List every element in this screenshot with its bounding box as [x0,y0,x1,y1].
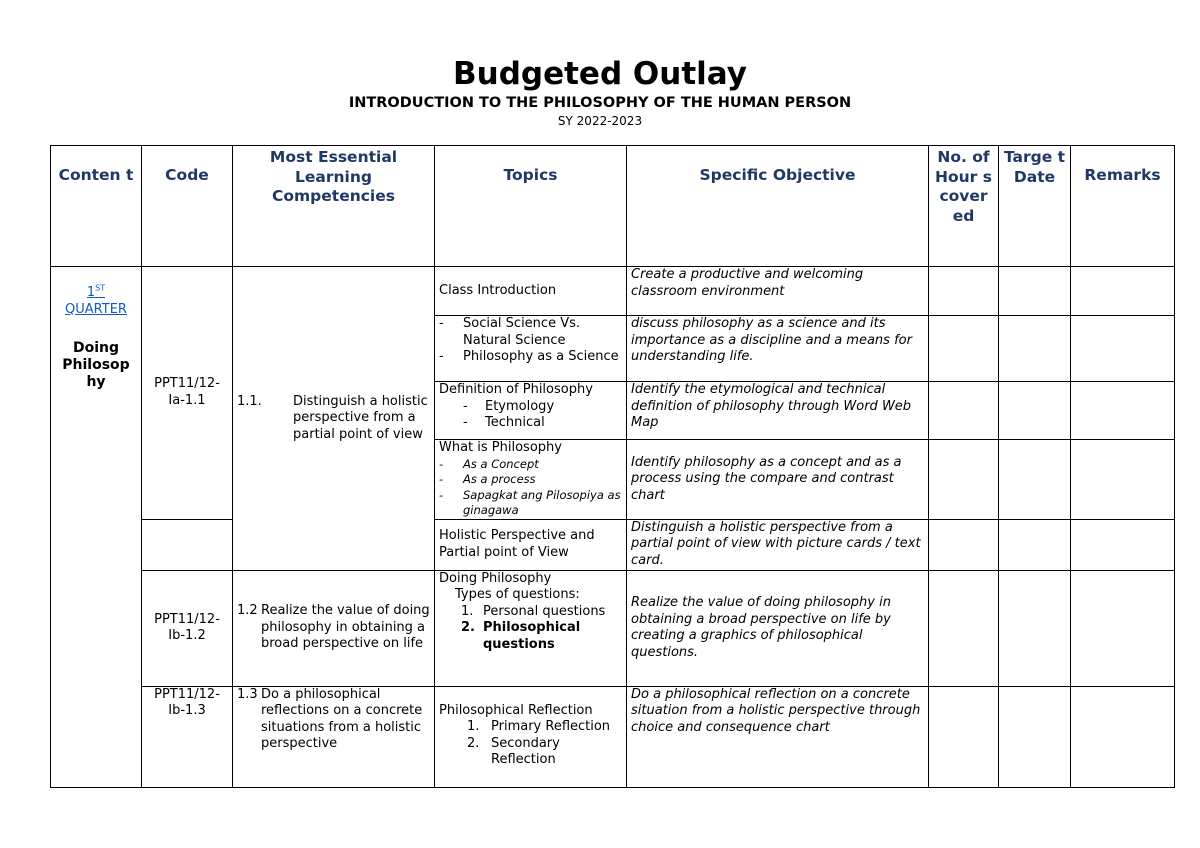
hours-cell [929,570,999,686]
hours-cell [929,267,999,316]
remarks-cell [1071,519,1175,570]
quarter-link[interactable]: 1ST QUARTER [65,284,127,317]
topic-item: - Sapagkat ang Pilosopiya as ginagawa [439,488,622,519]
table-row [51,686,1175,787]
topic-item: - Philosophy as a Science [439,349,622,366]
quarter-cell [51,267,142,788]
remarks-cell [1071,316,1175,382]
col-header-hours: No. of Hour s cover ed [929,146,999,267]
topic-item: 1. Primary Reflection [467,719,611,734]
remarks-cell [1071,267,1175,316]
topic-cell [435,382,627,440]
competency-cell: 1.1. Distinguish a holistic perspective from a partial point of view [233,267,435,571]
topic-cell: Holistic Perspective and Partial point of View [435,519,627,570]
hours-cell [929,440,999,520]
remarks-cell [1071,686,1175,787]
topic-cell [435,440,627,520]
topic-item: 1. Personal questions [461,603,606,619]
topic-item: 2. Secondary Reflection [467,735,560,767]
topic-title: Philosophical Reflection [439,702,593,718]
col-header-topics: Topics [435,146,627,267]
remarks-cell [1071,440,1175,520]
topic-item: - As a Concept [439,457,622,473]
table-row [51,519,1175,570]
code-cell: PPT11/12-Ib-1.2 [142,570,233,686]
topic-item: - Social Science Vs. Natural Science [439,316,622,349]
remarks-cell [1071,382,1175,440]
code-cell-empty [142,519,233,570]
target-date-cell [999,382,1071,440]
document-subtitle: INTRODUCTION TO THE PHILOSOPHY OF THE HUMAN PERSON [348,95,852,111]
document-title: Budgeted Outlay [453,56,747,92]
target-date-cell [999,267,1071,316]
target-date-cell [999,686,1071,787]
topic-item: - Technical [439,415,622,432]
col-header-target-date: Targe t Date [999,146,1071,267]
code-cell: PPT11/12-Ib-1.3 [142,686,233,787]
topic-item: - Etymology [439,399,622,416]
budgeted-outlay-table [50,145,1175,788]
school-year: SY 2022-2023 [557,114,643,128]
table-row [51,570,1175,686]
topic-title: What is Philosophy [439,440,562,455]
target-date-cell [999,440,1071,520]
target-date-cell [999,519,1071,570]
topic-class-introduction: Class Introduction [435,267,627,316]
col-header-objective: Specific Objective [627,146,929,267]
objective-cell: Identify philosophy as a concept and as a process using the compare and contrast chart [627,440,929,520]
col-header-remarks: Remarks [1071,146,1175,267]
topic-cell [435,570,627,686]
objective-cell: Do a philosophical reflection on a concrete situation from a holistic perspective through choice and consequence chart [627,686,929,787]
objective-cell: Identify the etymological and technical definition of philosophy through Word Web Map [627,382,929,440]
topic-cell [435,686,627,787]
topic-cell [435,316,627,382]
hours-cell [929,686,999,787]
code-cell: PPT11/12-Ia-1.1 [142,267,233,520]
objective-cell: discuss philosophy as a science and its importance as a discipline and a means for understanding life. [627,316,929,382]
col-header-code: Code [142,146,233,267]
remarks-cell [1071,570,1175,686]
col-header-content: Conten t [51,146,142,267]
objective-cell: Distinguish a holistic perspective from a partial point of view with picture cards / text card. [627,519,929,570]
competency-cell: 1.2 Realize the value of doing philosophy in obtaining a broad perspective on life [233,570,435,686]
objective-cell: Realize the value of doing philosophy in obtaining a broad perspective on life by creating a graphics of philosophical questions. [627,570,929,686]
hours-cell [929,316,999,382]
topic-title: Doing Philosophy [439,570,552,586]
hours-cell [929,519,999,570]
target-date-cell [999,570,1071,686]
topic-item: - As a process [439,472,622,488]
competency-cell: 1.3 Do a philosophical reflections on a concrete situations from a holistic perspective [233,686,435,787]
table-row [51,267,1175,316]
target-date-cell [999,316,1071,382]
hours-cell [929,382,999,440]
col-header-melc: Most Essential Learning Competencies [233,146,435,267]
objective-cell: Create a productive and welcoming classroom environment [627,267,929,316]
content-label: Doing Philosop hy [62,340,130,391]
topic-title: Definition of Philosophy [439,382,593,397]
header-row [51,146,1175,267]
topic-item: 2. Philosophical questions [461,620,581,652]
topic-subtitle: Types of questions: [455,587,580,602]
